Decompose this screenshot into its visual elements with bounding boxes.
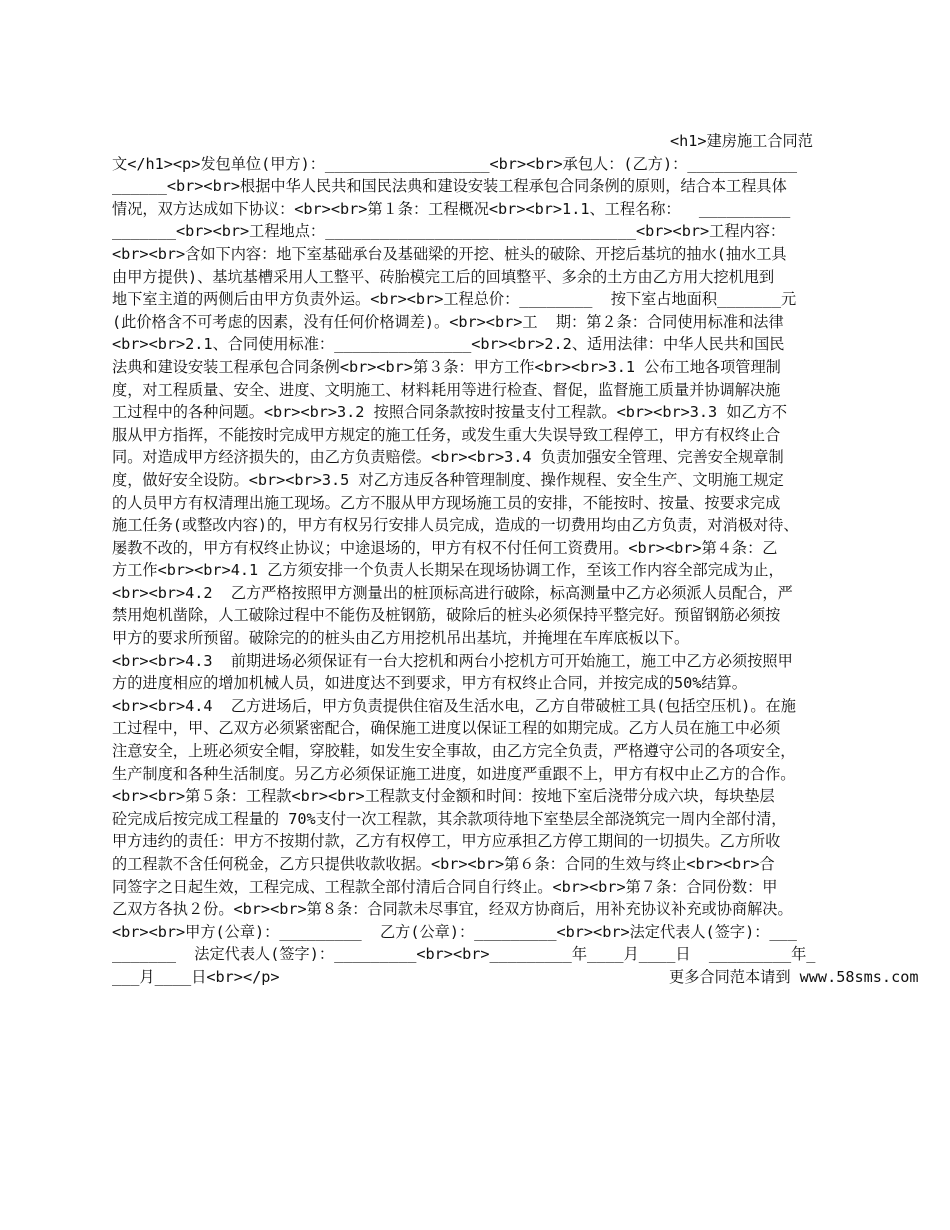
doc-line: 度，对工程质量、安全、进度、文明施工、材料耗用等进行检查、督促，监督施工质量并协调解决施: [112, 380, 781, 399]
doc-line: 服从甲方指挥，不能按时完成甲方规定的施工任务，或发生重大失误导致工程停工，甲方有权终止合: [112, 425, 781, 444]
doc-line: <br><br>4.2 乙方严格按照甲方测量出的桩顶标高进行破除，标高测量中乙方必须派人员配合，严: [112, 583, 793, 602]
doc-line: 施工任务(或整改内容)的，甲方有权另行安排人员完成，造成的一切费用均由乙方负责，对消极对待、: [112, 516, 799, 535]
doc-line: <br><br>2.1、合同使用标准：_______________<br><br>2.2、适用法律：中华人民共和国民: [112, 335, 785, 354]
doc-line: ______<br><br>根据中华人民共和国民法典和建设安装工程承包合同条例的原则，结合本工程具体: [112, 177, 787, 196]
doc-line: 禁用炮机凿除，人工破除过程中不能伤及桩钢筋，破除后的桩头必须保持平整完好。预留钢筋必须按: [112, 606, 781, 625]
doc-line: <br><br>4.4 乙方进场后，甲方负责提供住宿及生活水电，乙方自带破桩工具(包括空压机)。在施: [112, 696, 796, 715]
doc-line: 砼完成后按完成工程量的 70%支付一次工程款，其余款项待地下室垫层全部浇筑完一周内全部付清，: [112, 809, 787, 828]
doc-line: 文</h1><p>发包单位(甲方)：__________________<br><br>承包人：(乙方)：____________: [112, 154, 797, 173]
doc-line: <br><br>第５条：工程款<br><br>工程款支付金额和时间：按地下室后浇带分成六块，每块垫层: [112, 787, 775, 806]
doc-line: 方的进度相应的增加机械人员，如进度达不到要求，甲方有权终止合同，并按完成的50%结算。: [112, 674, 747, 693]
doc-line: ___月____日<br></p>: [112, 967, 280, 986]
document-body: [112, 130, 919, 989]
doc-line: 甲方违约的责任：甲方不按期付款，乙方有权停工，甲方应承担乙方停工期间的一切损失。乙方所收: [112, 832, 781, 851]
doc-line: 工过程中，甲、乙双方必须紧密配合，确保施工进度以保证工程的如期完成。乙方人员在施工中必须: [112, 719, 781, 738]
doc-line: 地下室主道的两侧后由甲方负责外运。<br><br>工程总价：________ 按下室占地面积_______元: [112, 290, 797, 309]
doc-line: 工过程中的各种问题。<br><br>3.2 按照合同条款按时按量支付工程款。<br><br>3.3 如乙方不: [112, 403, 788, 422]
doc-line: 同签字之日起生效，工程完成、工程款全部付清后合同自行终止。<br><br>第７条：合同份数：甲: [112, 877, 778, 896]
doc-line: <br><br>含如下内容：地下室基础承台及基础梁的开挖、桩头的破除、开挖后基坑的抽水(抽水工具: [112, 244, 787, 263]
doc-line: 注意安全，上班必须安全帽，穿胶鞋，如发生安全事故，由乙方完全负责，严格遵守公司的各项安全，: [112, 742, 796, 761]
doc-line: 的工程款不含任何税金，乙方只提供收款收据。<br><br>第６条：合同的生效与终止<br><br>合: [112, 855, 775, 873]
doc-line: 乙双方各执２份。<br><br>第８条：合同款未尽事宜，经双方协商后，用补充协议补充或协商解决。: [112, 900, 793, 919]
doc-line: _______<br><br>工程地点：__________________________________<br><br>工程内容：: [112, 222, 786, 241]
doc-line: 方工作<br><br>4.1 乙方须安排一个负责人长期呆在现场协调工作，至该工作内容全部完成为止，: [112, 561, 784, 580]
doc-line: <br><br>4.3 前期进场必须保证有一台大挖机和两台小挖机方可开始施工，施工中乙方必须按照甲: [112, 651, 793, 670]
doc-line: 同。对造成甲方经济损失的，由乙方负责赔偿。<br><br>3.4 负责加强安全管理、完善安全规章制: [112, 448, 784, 467]
doc-line: 法典和建设安装工程承包合同条例<br><br>第３条：甲方工作<br><br>3.1 公布工地各项管理制: [112, 357, 781, 376]
footer-note: 更多合同范本请到 www.58sms.com: [669, 967, 919, 986]
doc-line: _______ 法定代表人(签字)：_________<br><br>_________年____月____日 _________年_: [112, 945, 816, 964]
doc-line: 甲方的要求所预留。破除完的的桩头由乙方用挖机吊出基坑，并掩埋在车库底板以下。: [112, 629, 690, 648]
doc-line: 度，做好安全设防。<br><br>3.5 对乙方违反各种管理制度、操作规程、安全生产、文明施工规定: [112, 470, 784, 489]
doc-line: 生产制度和各种生活制度。另乙方必须保证施工进度，如进度严重跟不上，甲方有权中止乙方的合作。: [112, 764, 796, 783]
doc-line: 的人员甲方有权清理出施工现场。乙方不服从甲方现场施工员的安排，不能按时、按量、按要求完成: [112, 493, 781, 512]
doc-line: (此价格含不可考虑的因素，没有任何价格调差)。<br><br>工 期：第２条：合同使用标准和法律: [112, 312, 784, 331]
doc-line: 由甲方提供)、基坑基槽采用人工整平、砖胎模完工后的回填整平、多余的土方由乙方用大挖机甩到: [112, 267, 775, 286]
doc-line: <h1>建房施工合同范: [670, 132, 813, 150]
doc-line: 屡教不改的，甲方有权终止协议；中途退场的，甲方有权不付任何工资费用。<br><br>第４条：乙: [112, 538, 778, 557]
doc-line: <br><br>甲方(公章)：_________ 乙方(公章)：_________<br><br>法定代表人(签字)：___: [112, 922, 797, 941]
doc-line: 情况，双方达成如下协议：<br><br>第１条：工程概况<br><br>1.1、工程名称： __________: [112, 199, 791, 218]
